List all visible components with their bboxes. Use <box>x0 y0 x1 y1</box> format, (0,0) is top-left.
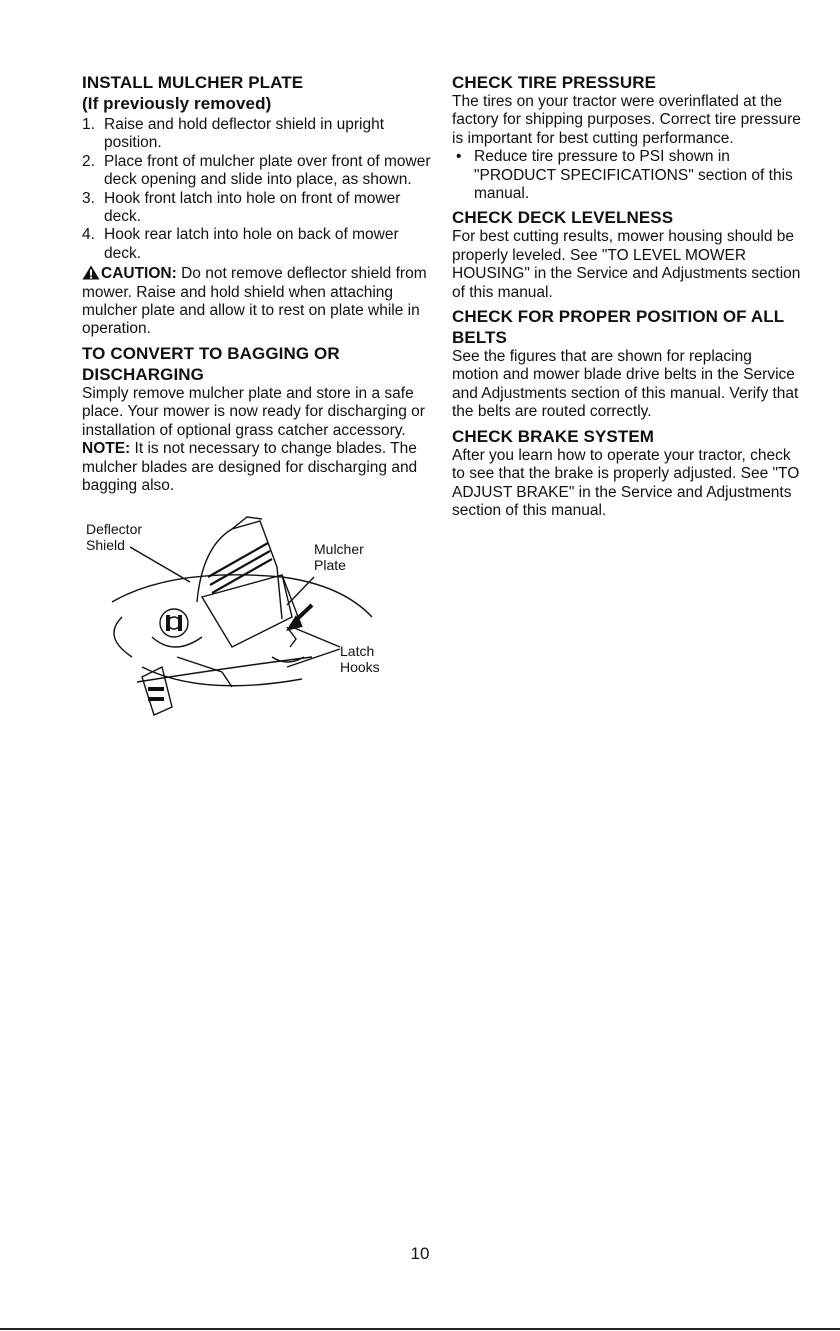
latch-hooks-label: Latch Hooks <box>340 643 380 676</box>
note-text: It is not necessary to change blades. The mulcher blades are designed for discharging and bagging also. <box>82 440 418 494</box>
mulcher-plate-figure <box>82 507 412 727</box>
caution-text: Do not remove deflector shield from mower. Raise and hold shield when attaching mulcher plate and allow it to rest on plate while in operation. <box>82 265 427 338</box>
brake-text: After you learn how to operate your tractor, check to see that the brake is properly adjusted. See "TO ADJUST BRAKE" in the Service and Adjustments section of this manual. <box>452 446 800 519</box>
deflector-shield-label: Deflector Shield <box>86 521 143 554</box>
convert-heading: TO CONVERT TO BAGGING OR DISCHARGING <box>82 343 340 384</box>
caution-paragraph <box>82 265 434 339</box>
list-item: 3. Hook front latch into hole on front of mower deck. <box>82 189 401 226</box>
install-heading: INSTALL MULCHER PLATE <box>82 73 304 92</box>
install-steps <box>82 116 434 263</box>
convert-text: Simply remove mulcher plate and store in a safe place. Your mower is now ready for discharging or installation of optional grass catcher accessory. <box>82 384 425 439</box>
note-paragraph <box>82 440 434 495</box>
belts-text: See the figures that are shown for replacing motion and mower blade drive belts in the Service and Adjustments section of this manual. Verify that the belts are routed correctly. <box>452 348 799 421</box>
warning-triangle-icon <box>82 265 100 280</box>
tire-bullets <box>452 148 802 203</box>
list-item: 4. Hook rear latch into hole on back of mower deck. <box>82 226 399 262</box>
mulcher-plate-label: Mulcher Plate <box>314 541 364 574</box>
deck-text: For best cutting results, mower housing should be properly leveled. See "TO LEVEL MOWER HOUSING" in the Service and Adjustments section of this manual. <box>452 228 801 301</box>
caution-label: CAUTION: <box>101 265 177 283</box>
brake-heading: CHECK BRAKE SYSTEM <box>452 426 655 446</box>
install-subheading: (If previously removed) <box>82 94 272 113</box>
note-label: NOTE: <box>82 440 131 458</box>
list-item: • Reduce tire pressure to PSI shown in "PRODUCT SPECIFICATIONS" section of this manual. <box>456 148 793 203</box>
bullet-icon: • <box>456 148 462 166</box>
bottom-divider <box>0 1328 840 1330</box>
belts-heading: CHECK FOR PROPER POSITION OF ALL BELTS <box>452 307 784 348</box>
list-item: 1. Raise and hold deflector shield in upright position. <box>82 116 385 152</box>
list-item: 2. Place front of mulcher plate over front of mower deck opening and slide into place, as shown. <box>82 152 431 189</box>
page-number: 10 <box>410 1244 430 1263</box>
left-column <box>82 72 434 727</box>
right-column <box>452 72 802 520</box>
tire-heading: CHECK TIRE PRESSURE <box>452 73 657 92</box>
deck-heading: CHECK DECK LEVELNESS <box>452 208 674 228</box>
tire-text: The tires on your tractor were overinflated at the factory for shipping purposes. Correct tire pressure is important for best cutting performance. <box>452 93 801 147</box>
